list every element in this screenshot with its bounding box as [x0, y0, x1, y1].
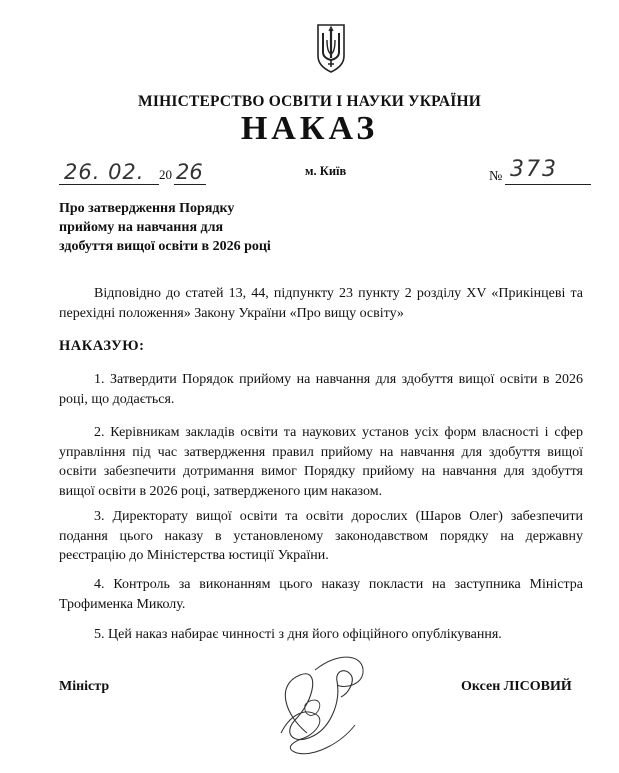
signatory-position: Міністр: [59, 679, 110, 694]
subject-line: Про затвердження Порядку: [59, 201, 235, 216]
trident-icon: [315, 22, 347, 74]
date-year-prefix: 20: [159, 167, 172, 182]
order-item: 5. Цей наказ набирає чинності з дня його офіційного опублікування.: [94, 627, 502, 642]
date-underline: [59, 184, 159, 185]
order-heading: НАКАЗУЮ:: [59, 338, 145, 354]
subject-line: здобуття вищої освіти в 2026 році: [59, 239, 271, 254]
handwritten-signature-icon: [245, 645, 385, 760]
city: м. Київ: [305, 164, 347, 178]
ministry-name: МІНІСТЕРСТВО ОСВІТИ І НАУКИ УКРАЇНИ: [138, 93, 481, 110]
order-item: 3. Директорату вищої освіти та освіти дорослих (Шаров Олег) забезпечити подання цього наказу в установленому законодавством порядку на державну реєстрацію до Міністерства юстиції України.: [59, 509, 583, 564]
order-item: 1. Затвердити Порядок прийому на навчання для здобуття вищої освіти в 2026 році, що додається.: [59, 372, 583, 407]
date-year-suffix: 26: [176, 160, 203, 184]
preamble: Відповідно до статей 13, 44, підпункту 23 пункту 2 розділу XV «Прикінцеві та перехідні положення» Закону України «Про вищу освіту»: [59, 286, 583, 321]
signatory-name: Оксен ЛІСОВИЙ: [461, 679, 572, 694]
year-underline: [174, 184, 206, 185]
date-day-month: 26. 02.: [64, 160, 145, 184]
number-underline: [505, 184, 591, 185]
number-label: №: [489, 169, 503, 184]
document-type-title: НАКАЗ: [240, 110, 379, 147]
order-number: 373: [510, 157, 558, 182]
order-subject: [59, 199, 271, 256]
order-item: 2. Керівникам закладів освіти та наукових установ усіх форм власності і сфер управління під час затвердження правил прийому на навчання для здобуття вищої освіти забезпечити дотримання вимог Порядку прийому на навчання для здобуття вищої освіти в 2026 році, затвердженого цим наказом.: [59, 425, 583, 499]
order-item: 4. Контроль за виконанням цього наказу покласти на заступника Міністра Трофименка Миколу.: [59, 577, 583, 612]
subject-line: прийому на навчання для: [59, 220, 224, 235]
